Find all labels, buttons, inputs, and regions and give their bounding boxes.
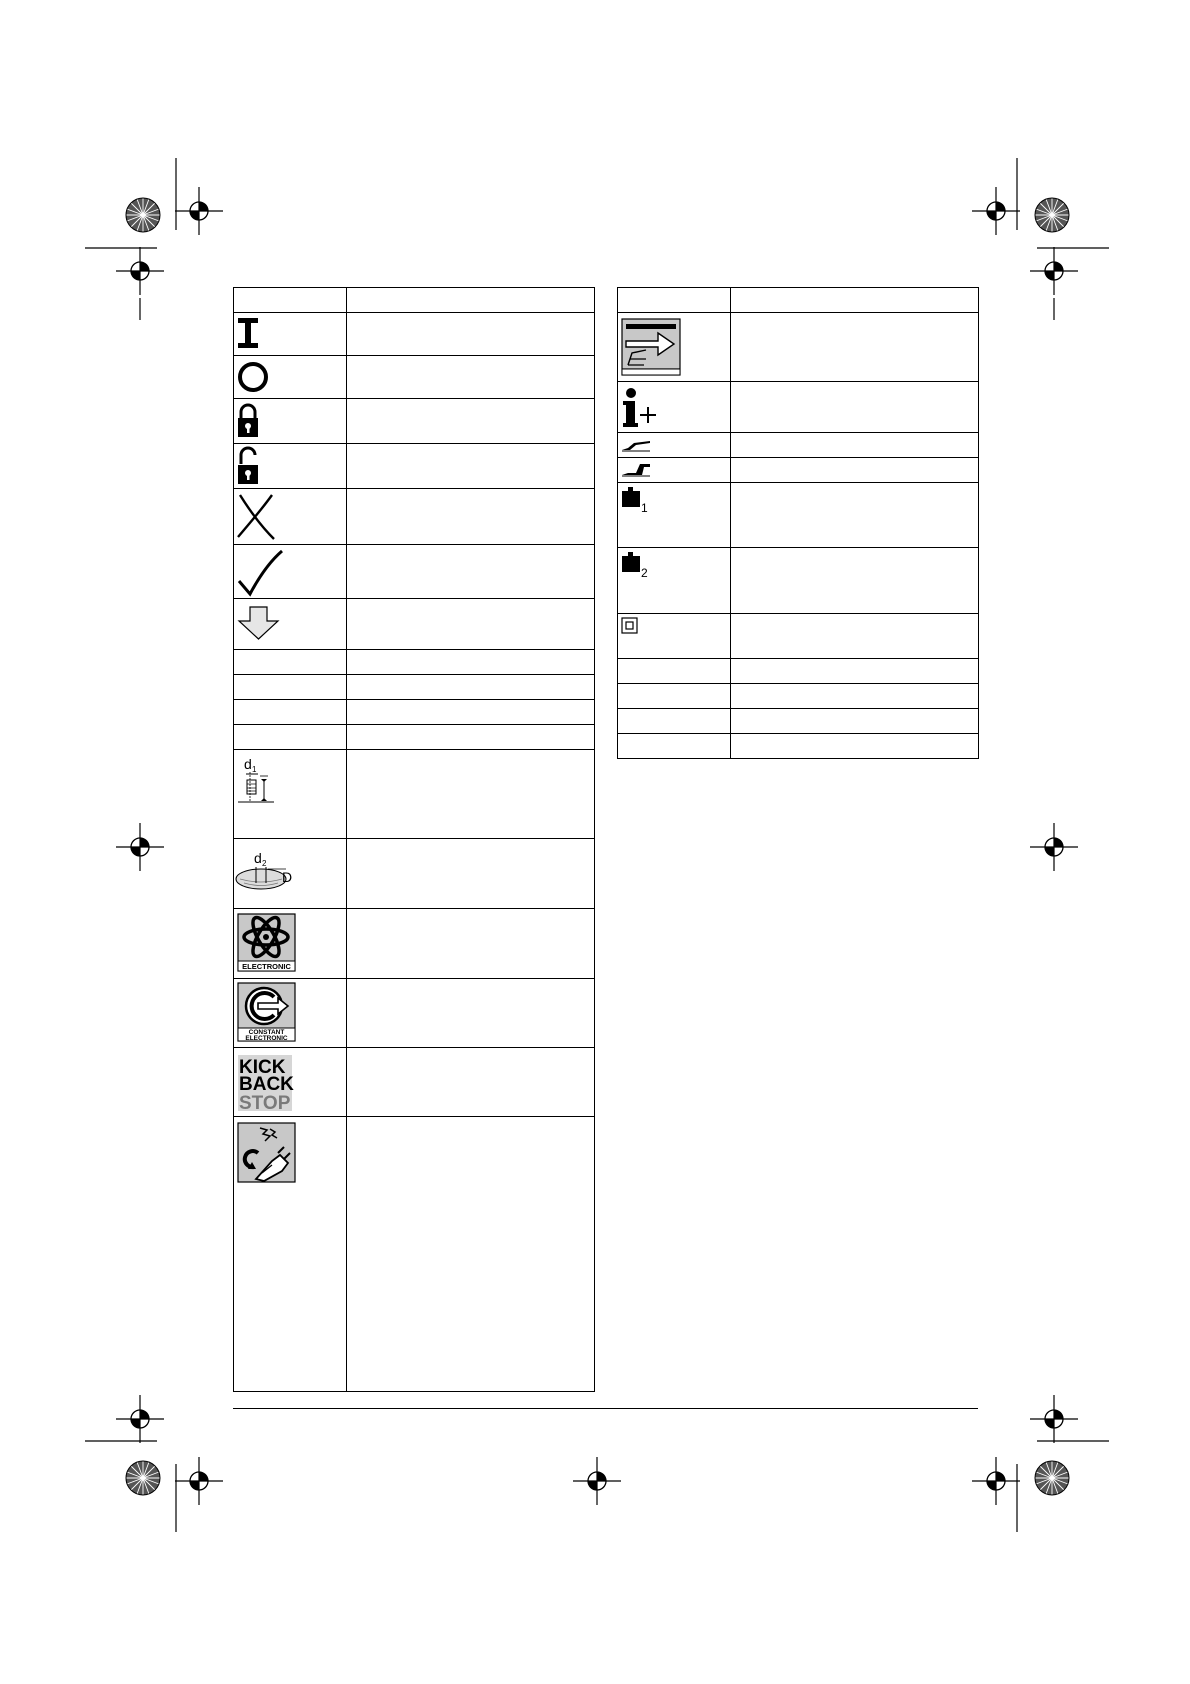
table-header-row [618, 288, 979, 313]
table-row [618, 548, 979, 614]
table-row [234, 399, 595, 444]
footer-rule [233, 1408, 978, 1409]
d-label: d [244, 756, 252, 772]
weight-icon [618, 548, 658, 582]
padlock-unlocked-icon [234, 444, 274, 488]
right-symbol-table [617, 287, 979, 759]
table-row [234, 750, 595, 839]
table-row [234, 650, 595, 675]
D-label: D [282, 869, 293, 885]
table-row [618, 433, 979, 458]
table-row [618, 659, 979, 684]
table-row [234, 909, 595, 979]
kick-label: KICK [239, 1057, 286, 1078]
collet-diameter-icon [234, 750, 294, 810]
d-sub-label: 1 [252, 765, 257, 774]
check-mark-icon [234, 545, 286, 597]
table-header-row [234, 288, 595, 313]
stop-label: STOP [239, 1093, 291, 1114]
table-row [234, 356, 595, 399]
table-row [234, 313, 595, 356]
electronic-atom-icon [234, 909, 298, 975]
weight-sub-label: 1 [641, 501, 648, 515]
guard-direction-icon [618, 313, 684, 379]
table-row [234, 599, 595, 650]
disc-diameter-icon [234, 839, 304, 901]
table-row [234, 979, 595, 1048]
table-row [234, 1048, 595, 1117]
table-row [234, 725, 595, 750]
weight-icon [618, 483, 658, 517]
left-symbol-table [233, 287, 595, 1392]
weight-sub-label: 2 [641, 566, 648, 580]
d2-label: d [254, 850, 262, 866]
table-row [618, 709, 979, 734]
table-row [618, 614, 979, 659]
table-row [234, 700, 595, 725]
table-row [234, 489, 595, 545]
constant-electronic-icon [234, 979, 298, 1045]
level-low-icon [618, 433, 658, 455]
table-row [234, 675, 595, 700]
table-row [618, 382, 979, 433]
level-high-icon [618, 458, 658, 480]
electronic-badge-label: ELECTRONIC [245, 1035, 288, 1042]
constant-badge-label: CONSTANT [248, 1029, 285, 1036]
table-row [618, 734, 979, 759]
table-row [234, 444, 595, 489]
d2-sub-label: 2 [262, 859, 267, 868]
off-circle-icon [234, 356, 274, 396]
table-row [234, 839, 595, 909]
double-insulation-icon [618, 614, 648, 640]
on-switch-icon [234, 313, 274, 353]
back-label: BACK [239, 1074, 294, 1095]
padlock-locked-icon [234, 399, 274, 443]
cross-mark-icon [234, 489, 278, 543]
down-arrow-icon [234, 599, 284, 645]
table-row [234, 1117, 595, 1392]
kickback-stop-icon [234, 1048, 298, 1114]
electronic-badge-label: ELECTRONIC [242, 962, 291, 971]
info-plus-icon [618, 382, 668, 432]
table-row [618, 313, 979, 382]
table-row [618, 458, 979, 483]
table-row [618, 684, 979, 709]
table-row [234, 545, 595, 599]
table-row [618, 483, 979, 548]
restart-protection-icon [234, 1117, 298, 1185]
